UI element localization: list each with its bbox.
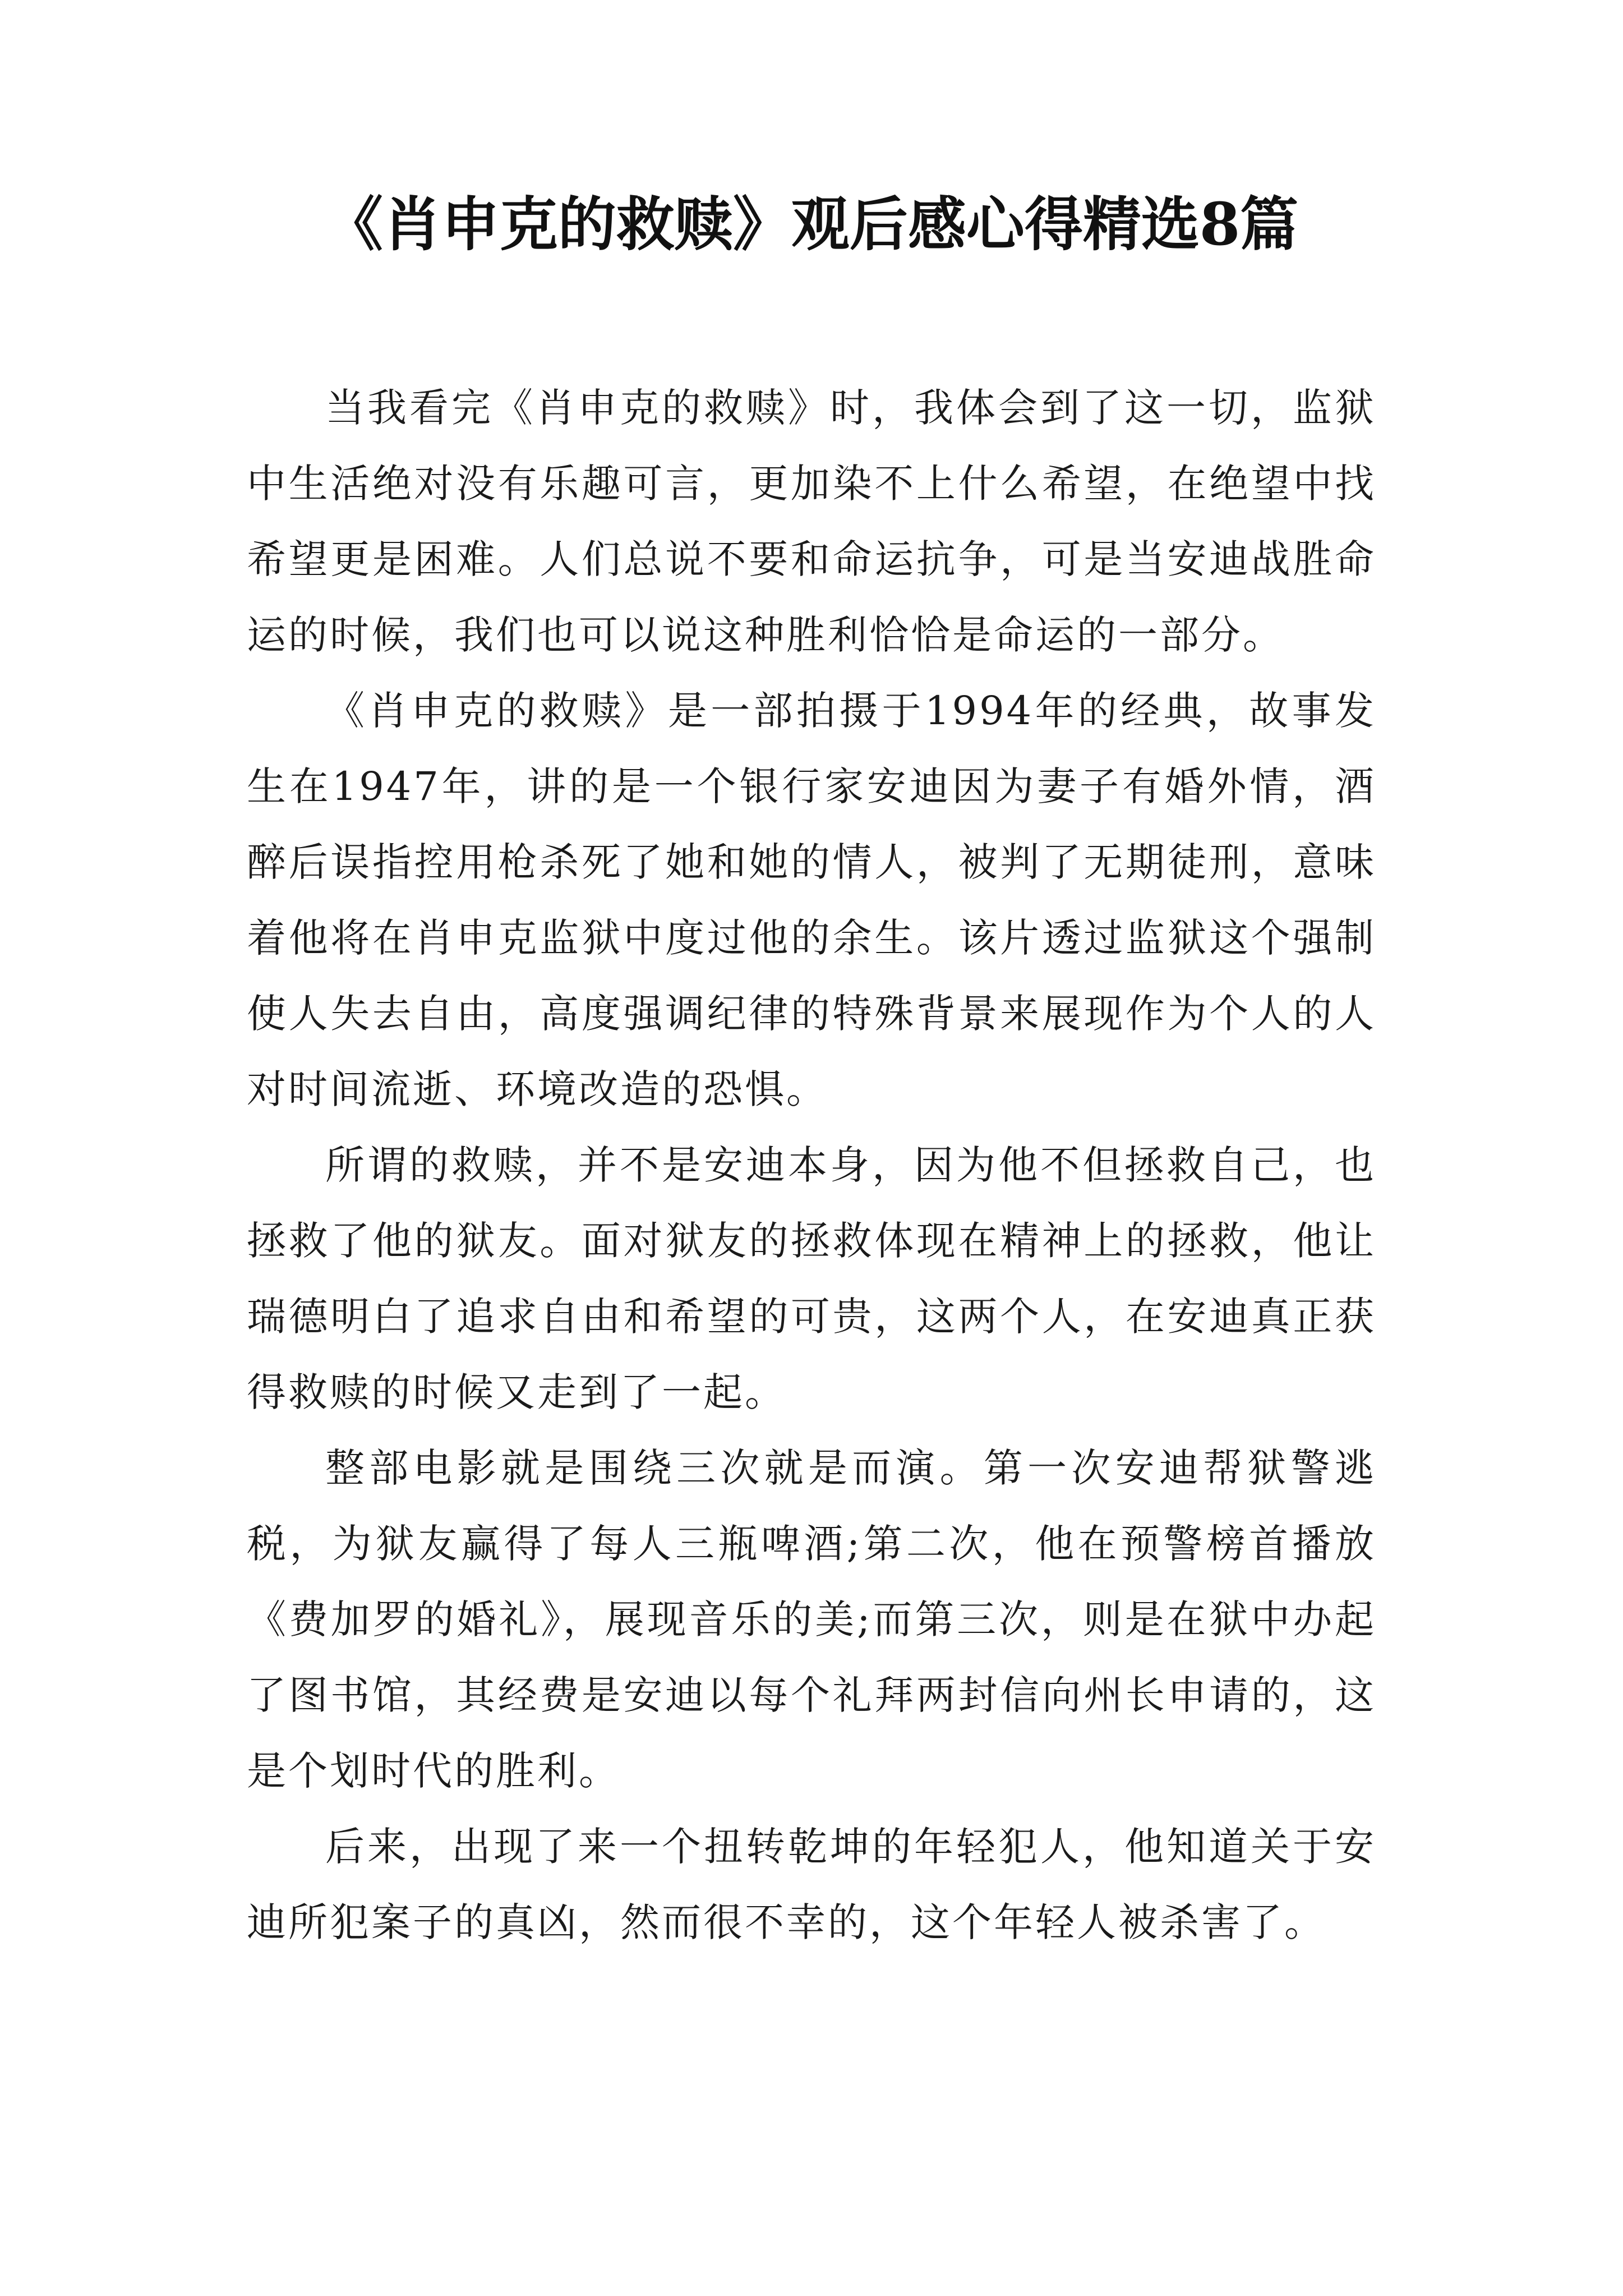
paragraph: 《肖申克的救赎》是一部拍摄于1994年的经典，故事发生在1947年，讲的是一个银行家安迪因为妻子有婚外情，酒醉后误指控用枪杀死了她和她的情人，被判了无期徒刑，意味着他将在肖申克监狱中度过他的余生。该片透过监狱这个强制使人失去自由，高度强调纪律的特殊背景来展现作为个人的人对时间流逝、环境改造的恐惧。	[247, 688, 1376, 1112]
paragraph: 整部电影就是围绕三次就是而演。第一次安迪帮狱警逃税，为狱友赢得了每人三瓶啤酒;第二次，他在预警榜首播放《费加罗的婚礼》，展现音乐的美;而第三次，则是在狱中办起了图书馆，其经费是安迪以每个礼拜两封信向州长申请的，这是个划时代的胜利。	[247, 1445, 1376, 1794]
document-body	[247, 370, 1376, 1961]
paragraph: 后来，出现了来一个扭转乾坤的年轻犯人，他知道关于安迪所犯案子的真凶，然而很不幸的，这个年轻人被杀害了。	[247, 1824, 1376, 1945]
paragraph: 所谓的救赎，并不是安迪本身，因为他不但拯救自己，也拯救了他的狱友。面对狱友的拯救体现在精神上的拯救，他让瑞德明白了追求自由和希望的可贵，这两个人，在安迪真正获得救赎的时候又走到了一起。	[247, 1142, 1376, 1415]
paragraph: 当我看完《肖申克的救赎》时，我体会到了这一切，监狱中生活绝对没有乐趣可言，更加染不上什么希望，在绝望中找希望更是困难。人们总说不要和命运抗争，可是当安迪战胜命运的时候，我们也可以说这种胜利恰恰是命运的一部分。	[247, 385, 1376, 658]
document-title: 《肖申克的救赎》观后感心得精选8篇	[324, 190, 1299, 259]
